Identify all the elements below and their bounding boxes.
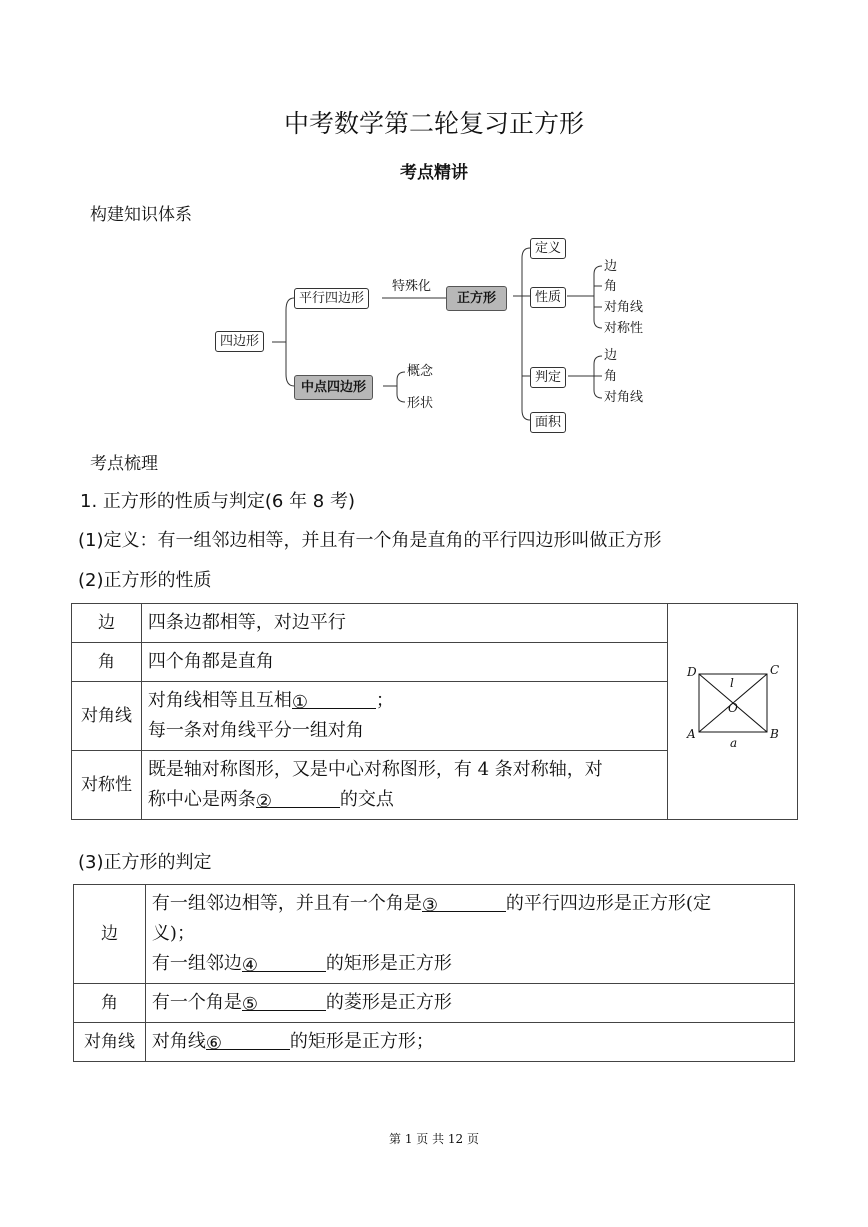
blank-3[interactable]: ③ [422, 891, 506, 912]
center-o: O [727, 700, 738, 715]
vertex-c: C [769, 662, 779, 677]
cell-text: 的平行四边形是正方形(定 [505, 893, 711, 914]
cell-text: 每一条对角线平分一组对角 [147, 720, 364, 741]
mindmap-leaf-prop-diagonal: 对角线 [604, 300, 644, 315]
mindmap-node-definition: 定义 [530, 238, 566, 259]
row-label: 边 [74, 885, 146, 984]
mindmap-node-square: 正方形 [446, 286, 507, 311]
mindmap-node-quadrilateral: 四边形 [215, 331, 264, 352]
row-label: 对角线 [74, 1023, 146, 1062]
square-diagram [673, 662, 793, 752]
cell-text: 的菱形是正方形 [325, 992, 452, 1013]
mindmap-leaf-prop-angle: 角 [604, 279, 618, 294]
row-label: 对角线 [72, 682, 142, 751]
table-row [74, 1023, 795, 1062]
cell-text: 四条边都相等，对边平行 [147, 612, 346, 633]
blank-1[interactable]: ① [292, 688, 376, 709]
table-row [74, 984, 795, 1023]
cell-text: 的矩形是正方形 [325, 953, 452, 974]
cell-text: 称中心是两条 [147, 789, 256, 810]
mindmap-leaf-prop-symmetry: 对称性 [604, 321, 644, 336]
page-subtitle: 考点精讲 [400, 163, 468, 183]
cell-text: 的交点 [339, 789, 394, 810]
row-label: 边 [72, 604, 142, 643]
cell-text: 有一组邻边 [151, 953, 242, 974]
mindmap-leaf-concept: 概念 [407, 364, 434, 379]
properties-heading: (2)正方形的性质 [78, 570, 212, 591]
blank-5[interactable]: ⑤ [242, 990, 326, 1011]
point-heading: 1. 正方形的性质与判定(6 年 8 考) [80, 491, 356, 512]
cell-text: 有一个角是 [151, 992, 242, 1013]
mindmap-label-specialize: 特殊化 [392, 279, 432, 294]
mindmap-node-parallelogram: 平行四边形 [294, 288, 369, 309]
blank-4[interactable]: ④ [242, 951, 326, 972]
blank-2[interactable]: ② [256, 787, 340, 808]
definition-line: (1)定义：有一组邻边相等，并且有一个角是直角的平行四边形叫做正方形 [78, 530, 662, 551]
cell-text: 对角线 [151, 1031, 206, 1052]
row-label: 角 [74, 984, 146, 1023]
mindmap-leaf-prop-side: 边 [604, 259, 618, 274]
mindmap-leaf-shape: 形状 [407, 396, 434, 411]
cell-text: 四个角都是直角 [147, 651, 274, 672]
section-key-points: 考点梳理 [90, 454, 158, 474]
table-row [72, 604, 798, 643]
section-knowledge-system: 构建知识体系 [90, 205, 192, 225]
vertex-a: A [686, 726, 696, 741]
judgement-table [73, 884, 795, 1062]
mindmap-node-judgement: 判定 [530, 367, 566, 388]
mindmap-node-area: 面积 [530, 412, 566, 433]
page-title: 中考数学第二轮复习正方形 [283, 109, 584, 138]
judgement-heading: (3)正方形的判定 [78, 852, 212, 873]
mindmap-node-properties: 性质 [530, 287, 566, 308]
blank-6[interactable]: ⑥ [206, 1029, 290, 1050]
mindmap-leaf-judge-angle: 角 [604, 369, 618, 384]
vertex-b: B [769, 726, 779, 741]
row-label: 角 [72, 643, 142, 682]
diagonal-l: l [729, 675, 734, 690]
row-label: 对称性 [72, 751, 142, 820]
mindmap-leaf-judge-side: 边 [604, 348, 618, 363]
cell-text: 既是轴对称图形，又是中心对称图形，有 4 条对称轴，对 [147, 759, 603, 780]
knowledge-mindmap [200, 230, 680, 440]
vertex-d: D [686, 664, 697, 679]
mindmap-leaf-judge-diagonal: 对角线 [604, 390, 644, 405]
page-footer: 第 1 页 共 12 页 [389, 1132, 479, 1146]
cell-text: 义)； [151, 923, 195, 944]
side-a: a [729, 735, 737, 750]
properties-table [71, 603, 798, 820]
cell-text: ； [375, 690, 394, 711]
mindmap-node-midpoint-quadrilateral: 中点四边形 [294, 375, 373, 400]
square-figure-cell [668, 604, 798, 820]
cell-text: 的矩形是正方形； [289, 1031, 434, 1052]
table-row [74, 885, 795, 984]
cell-text: 有一组邻边相等，并且有一个角是 [151, 893, 422, 914]
cell-text: 对角线相等且互相 [147, 690, 292, 711]
